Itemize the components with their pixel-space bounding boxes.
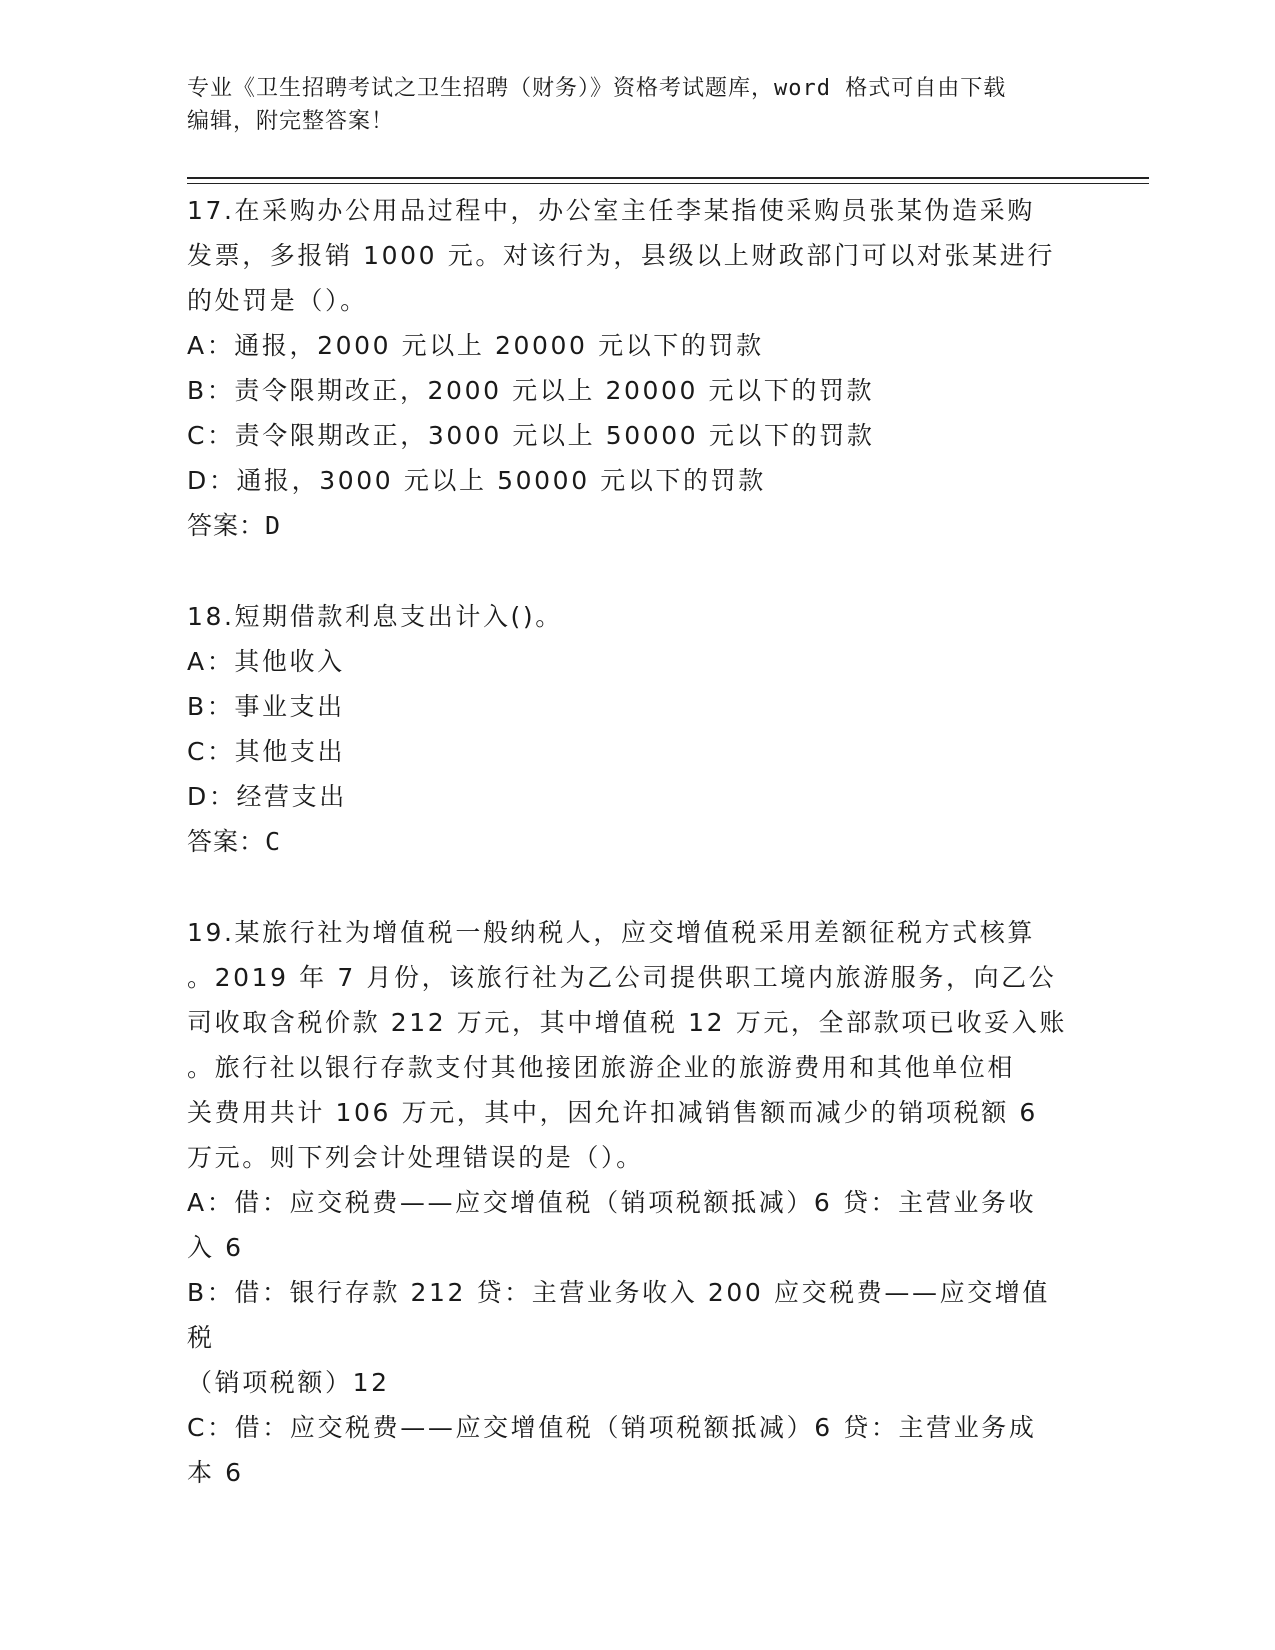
option-c: C：借：应交税费——应交增值税（销项税额抵减）6 贷：主营业务成 <box>187 1413 1037 1442</box>
option-d: D：通报，3000 元以上 50000 元以下的罚款 <box>187 466 766 495</box>
question-list <box>187 188 1077 1495</box>
header-divider-thin <box>187 183 1149 184</box>
spacer <box>187 864 1077 910</box>
question-18 <box>187 594 1077 864</box>
document-header <box>187 72 1087 138</box>
question-stem-line: 发票，多报销 1000 元。对该行为，县级以上财政部门可以对张某进行 <box>187 241 1055 270</box>
answer-line: 答案：C <box>187 827 282 856</box>
header-line-2: 编辑，附完整答案！ <box>187 109 395 134</box>
question-stem-line: 19.某旅行社为增值税一般纳税人，应交增值税采用差额征税方式核算 <box>187 918 1035 947</box>
question-stem-line: 关费用共计 106 万元，其中，因允许扣减销售额而减少的销项税额 6 <box>187 1098 1038 1127</box>
spacer <box>187 548 1077 594</box>
option-a: A：其他收入 <box>187 647 345 676</box>
header-divider-thick <box>187 177 1149 179</box>
option-c: C：其他支出 <box>187 737 346 766</box>
question-stem-line: 18.短期借款利息支出计入()。 <box>187 602 563 631</box>
option-d: D：经营支出 <box>187 782 347 811</box>
option-a: A：通报，2000 元以上 20000 元以下的罚款 <box>187 331 764 360</box>
option-b: B：责令限期改正，2000 元以上 20000 元以下的罚款 <box>187 376 875 405</box>
option-b: B：事业支出 <box>187 692 345 721</box>
option-c: C：责令限期改正，3000 元以上 50000 元以下的罚款 <box>187 421 875 450</box>
option-c-continued: 本 6 <box>187 1458 244 1487</box>
question-stem-line: 17.在采购办公用品过程中，办公室主任李某指使采购员张某伪造采购 <box>187 196 1035 225</box>
option-a: A：借：应交税费——应交增值税（销项税额抵减）6 贷：主营业务收 <box>187 1188 1037 1217</box>
question-stem-line: 。旅行社以银行存款支付其他接团旅游企业的旅游费用和其他单位相 <box>187 1053 1016 1082</box>
question-stem-line: 的处罚是（）。 <box>187 286 368 315</box>
answer-line: 答案：D <box>187 511 282 540</box>
header-line-1: 专业《卫生招聘考试之卫生招聘（财务）》资格考试题库，word 格式可自由下载 <box>187 76 1007 101</box>
option-b: B：借：银行存款 212 贷：主营业务收入 200 应交税费——应交增值税 <box>187 1278 1050 1352</box>
question-19 <box>187 910 1077 1495</box>
question-17 <box>187 188 1077 548</box>
question-stem-line: 。2019 年 7 月份，该旅行社为乙公司提供职工境内旅游服务，向乙公 <box>187 963 1057 992</box>
question-stem-line: 司收取含税价款 212 万元，其中增值税 12 万元，全部款项已收妥入账 <box>187 1008 1067 1037</box>
option-a-continued: 入 6 <box>187 1233 244 1262</box>
option-b-continued: （销项税额）12 <box>187 1368 390 1397</box>
question-stem-line: 万元。则下列会计处理错误的是（）。 <box>187 1143 644 1172</box>
